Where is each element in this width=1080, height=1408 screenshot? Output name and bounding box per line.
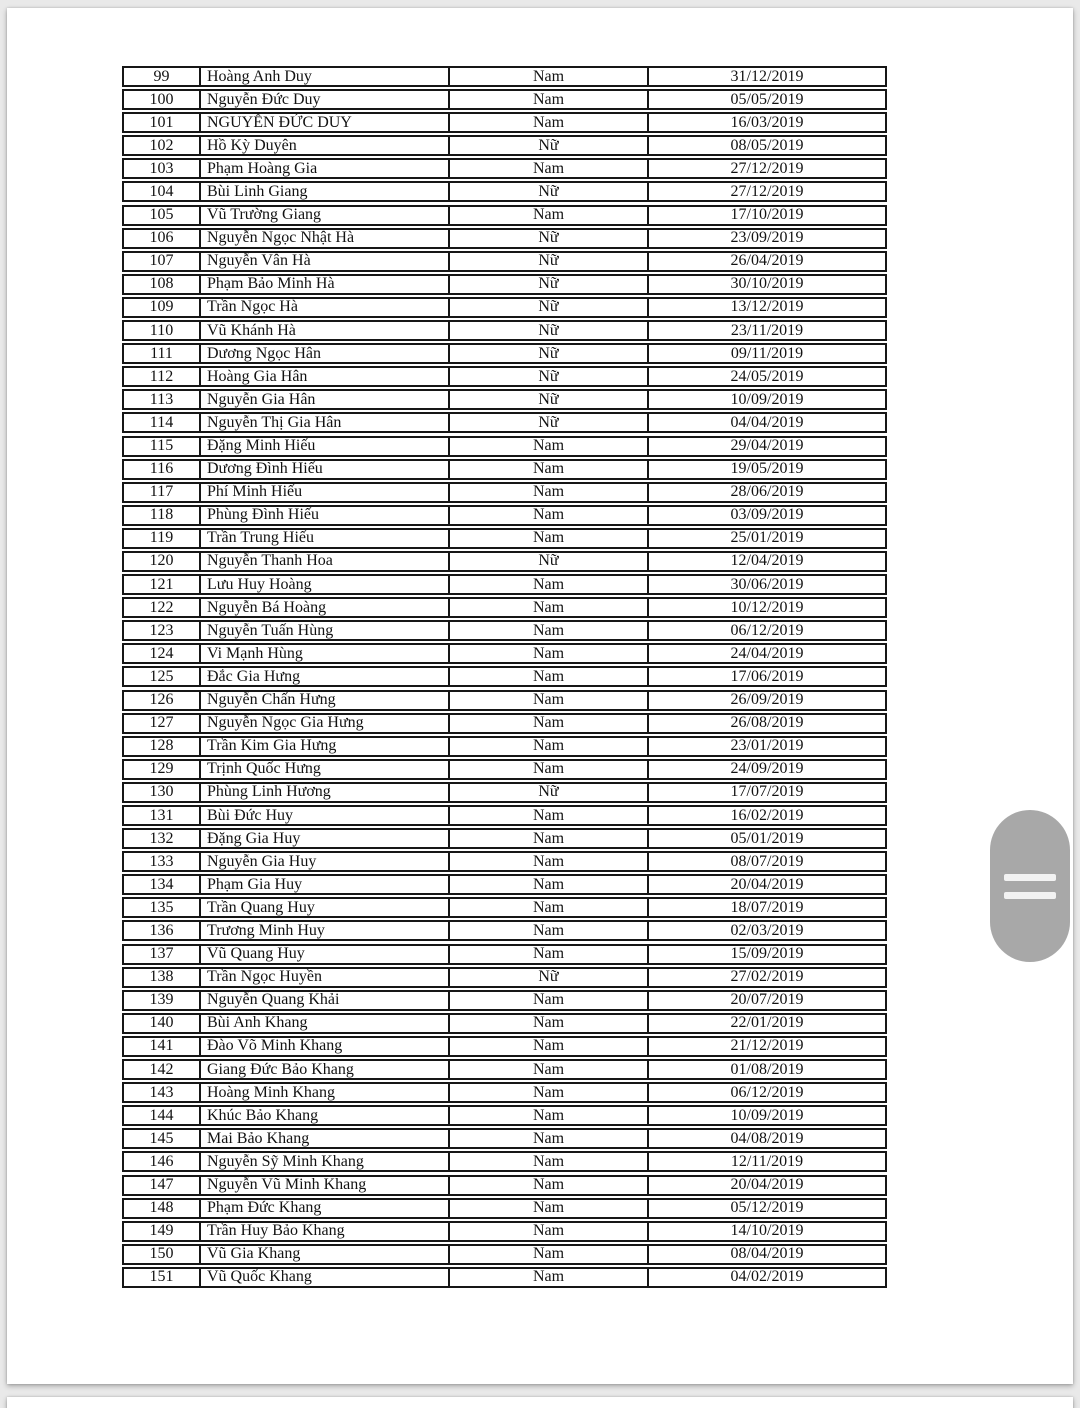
gender: Nam	[450, 530, 649, 547]
table-row	[122, 528, 887, 549]
student-name: Nguyễn Sỹ Minh Khang	[201, 1153, 450, 1170]
gender: Nam	[450, 1246, 649, 1263]
student-name: Nguyễn Vân Hà	[201, 253, 450, 270]
row-index: 104	[124, 183, 201, 200]
birth-date: 17/06/2019	[730, 668, 804, 685]
gender: Nam	[450, 738, 649, 755]
row-index: 132	[124, 830, 201, 847]
birth-date: 04/04/2019	[730, 414, 804, 431]
student-name: Vũ Gia Khang	[201, 1246, 450, 1263]
row-index: 123	[124, 622, 201, 639]
row-index: 131	[124, 807, 201, 824]
table-row	[122, 135, 887, 156]
birth-date: 08/05/2019	[730, 137, 804, 154]
gender: Nam	[450, 715, 649, 732]
gender: Nam	[450, 599, 649, 616]
row-index: 117	[124, 484, 201, 501]
student-name: Phạm Đức Khang	[201, 1200, 450, 1217]
table-row	[122, 228, 887, 249]
row-index: 116	[124, 461, 201, 478]
row-index: 129	[124, 761, 201, 778]
birth-date: 31/12/2019	[730, 68, 804, 85]
table-row	[122, 112, 887, 133]
fast-scroll-handle[interactable]	[990, 810, 1070, 962]
student-name: Giang Đức Bảo Khang	[201, 1061, 450, 1078]
row-index: 140	[124, 1015, 201, 1032]
student-name: Vũ Khánh Hà	[201, 322, 450, 339]
row-index: 128	[124, 738, 201, 755]
row-index: 99	[124, 68, 201, 85]
student-name: Vũ Quốc Khang	[201, 1269, 450, 1286]
birth-date: 06/12/2019	[730, 622, 804, 639]
birth-date: 04/08/2019	[730, 1130, 804, 1147]
birth-date: 23/09/2019	[730, 229, 804, 247]
table-row	[122, 436, 887, 457]
row-index: 149	[124, 1223, 201, 1240]
birth-date: 10/12/2019	[730, 599, 804, 616]
table-row	[122, 389, 887, 410]
table-row	[122, 828, 887, 849]
birth-date: 23/11/2019	[730, 322, 804, 339]
student-name: Trần Quang Huy	[201, 899, 450, 916]
row-index: 109	[124, 299, 201, 316]
student-name: Trần Ngọc Hà	[201, 299, 450, 316]
birth-date: 24/05/2019	[730, 368, 804, 385]
student-name: Hoàng Anh Duy	[201, 68, 450, 85]
table-row	[122, 1221, 887, 1242]
row-index: 139	[124, 992, 201, 1009]
table-row	[122, 967, 887, 988]
row-index: 126	[124, 692, 201, 709]
table-row	[122, 897, 887, 918]
table-row	[122, 1128, 887, 1149]
birth-date: 28/06/2019	[730, 483, 804, 501]
row-index: 134	[124, 876, 201, 893]
student-name: Nguyễn Gia Hân	[201, 391, 450, 408]
table-row	[122, 690, 887, 711]
gender: Nam	[450, 207, 649, 224]
birth-date: 13/12/2019	[730, 298, 804, 316]
gender: Nữ	[450, 253, 649, 270]
gender: Nam	[450, 899, 649, 916]
gender: Nam	[450, 853, 649, 870]
birth-date: 04/02/2019	[730, 1268, 804, 1286]
birth-date: 20/04/2019	[730, 876, 804, 893]
student-name: Bùi Anh Khang	[201, 1015, 450, 1032]
birth-date: 16/02/2019	[730, 807, 804, 824]
birth-date: 20/07/2019	[730, 991, 804, 1009]
birth-date: 06/12/2019	[730, 1084, 804, 1101]
table-row	[122, 181, 887, 202]
row-index: 148	[124, 1200, 201, 1217]
table-row	[122, 343, 887, 364]
gender: Nam	[450, 692, 649, 709]
student-name: Hồ Kỳ Duyên	[201, 137, 450, 154]
gender: Nam	[450, 992, 649, 1009]
table-row	[122, 643, 887, 664]
birth-date: 08/07/2019	[730, 853, 804, 870]
row-index: 145	[124, 1130, 201, 1147]
student-name: Trần Kim Gia Hưng	[201, 738, 450, 755]
birth-date: 29/04/2019	[730, 437, 804, 454]
table-row	[122, 782, 887, 803]
gender: Nam	[450, 1153, 649, 1170]
table-row	[122, 851, 887, 872]
row-index: 105	[124, 207, 201, 224]
table-row	[122, 1267, 887, 1288]
student-name: Đặng Gia Huy	[201, 830, 450, 847]
student-name: Vũ Trường Giang	[201, 207, 450, 224]
row-index: 108	[124, 276, 201, 293]
gender: Nam	[450, 946, 649, 963]
row-index: 112	[124, 368, 201, 385]
row-index: 110	[124, 322, 201, 339]
student-name: Dương Đình Hiếu	[201, 461, 450, 478]
student-name: Nguyễn Đức Duy	[201, 91, 450, 108]
row-index: 114	[124, 414, 201, 431]
student-name: Đặng Minh Hiếu	[201, 438, 450, 455]
birth-date: 05/12/2019	[730, 1199, 804, 1217]
birth-date: 15/09/2019	[730, 945, 804, 963]
gender: Nữ	[450, 276, 649, 293]
row-index: 103	[124, 160, 201, 177]
table-row	[122, 1175, 887, 1196]
table-row	[122, 1082, 887, 1103]
gender: Nam	[450, 68, 649, 85]
birth-date: 21/12/2019	[730, 1037, 804, 1055]
table-row	[122, 1151, 887, 1172]
birth-date: 27/02/2019	[730, 968, 804, 986]
gender: Nam	[450, 1061, 649, 1078]
table-row	[122, 297, 887, 318]
student-name: Nguyễn Thanh Hoa	[201, 553, 450, 570]
gender: Nam	[450, 1084, 649, 1101]
birth-date: 03/09/2019	[730, 506, 804, 524]
row-index: 122	[124, 599, 201, 616]
row-index: 106	[124, 230, 201, 247]
table-row	[122, 366, 887, 387]
student-name: Hoàng Minh Khang	[201, 1084, 450, 1101]
row-index: 146	[124, 1153, 201, 1170]
student-name: Phùng Đình Hiếu	[201, 507, 450, 524]
student-name: Khúc Bảo Khang	[201, 1107, 450, 1124]
student-name: Phùng Linh Hương	[201, 784, 450, 801]
row-index: 101	[124, 114, 201, 131]
table-row	[122, 874, 887, 895]
birth-date: 26/08/2019	[730, 714, 804, 732]
student-name: Đào Võ Minh Khang	[201, 1038, 450, 1055]
birth-date: 09/11/2019	[730, 345, 804, 362]
student-name: Bùi Đức Huy	[201, 807, 450, 824]
gender: Nam	[450, 438, 649, 455]
row-index: 141	[124, 1038, 201, 1055]
birth-date: 10/09/2019	[730, 391, 804, 408]
row-index: 133	[124, 853, 201, 870]
student-name: Vi Mạnh Hùng	[201, 645, 450, 662]
birth-date: 30/06/2019	[730, 576, 804, 593]
row-index: 125	[124, 668, 201, 685]
row-index: 118	[124, 507, 201, 524]
gender: Nam	[450, 484, 649, 501]
student-name: Vũ Quang Huy	[201, 946, 450, 963]
gender: Nữ	[450, 969, 649, 986]
table-row	[122, 251, 887, 272]
row-index: 115	[124, 438, 201, 455]
table-row	[122, 1059, 887, 1080]
birth-date: 26/09/2019	[730, 691, 804, 709]
gender: Nam	[450, 922, 649, 939]
table-row	[122, 505, 887, 526]
row-index: 120	[124, 553, 201, 570]
table-row	[122, 990, 887, 1011]
drag-handle-icon	[1004, 874, 1056, 881]
table-row	[122, 666, 887, 687]
gender: Nam	[450, 1200, 649, 1217]
gender: Nữ	[450, 299, 649, 316]
student-name: Trần Huy Bảo Khang	[201, 1223, 450, 1240]
gender: Nam	[450, 461, 649, 478]
birth-date: 05/05/2019	[730, 91, 804, 108]
row-index: 135	[124, 899, 201, 916]
row-index: 143	[124, 1084, 201, 1101]
student-name: Phạm Gia Huy	[201, 876, 450, 893]
gender: Nam	[450, 761, 649, 778]
table-row	[122, 620, 887, 641]
birth-date: 05/01/2019	[730, 830, 804, 847]
row-index: 127	[124, 715, 201, 732]
row-index: 130	[124, 784, 201, 801]
table-row	[122, 89, 887, 110]
student-name: Nguyễn Bá Hoàng	[201, 599, 450, 616]
gender: Nữ	[450, 230, 649, 247]
student-name: Nguyễn Ngọc Nhật Hà	[201, 230, 450, 247]
student-name: NGUYỄN ĐỨC DUY	[201, 114, 450, 131]
gender: Nam	[450, 1107, 649, 1124]
row-index: 151	[124, 1269, 201, 1286]
table-row	[122, 759, 887, 780]
gender: Nam	[450, 622, 649, 639]
birth-date: 12/04/2019	[730, 552, 804, 570]
row-index: 113	[124, 391, 201, 408]
birth-date: 16/03/2019	[730, 114, 804, 131]
gender: Nam	[450, 1015, 649, 1032]
table-row	[122, 1198, 887, 1219]
birth-date: 24/09/2019	[730, 760, 804, 778]
row-index: 121	[124, 576, 201, 593]
gender: Nam	[450, 1223, 649, 1240]
table-row	[122, 736, 887, 757]
birth-date: 17/10/2019	[730, 206, 804, 224]
gender: Nữ	[450, 183, 649, 200]
birth-date: 27/12/2019	[730, 183, 804, 200]
student-name: Nguyễn Gia Huy	[201, 853, 450, 870]
table-row	[122, 713, 887, 734]
student-name: Phí Minh Hiếu	[201, 484, 450, 501]
gender: Nam	[450, 114, 649, 131]
gender: Nam	[450, 807, 649, 824]
row-index: 147	[124, 1177, 201, 1194]
student-name: Lưu Huy Hoàng	[201, 576, 450, 593]
table-row	[122, 412, 887, 433]
birth-date: 12/11/2019	[730, 1153, 804, 1170]
gender: Nam	[450, 507, 649, 524]
table-row	[122, 574, 887, 595]
row-index: 142	[124, 1061, 201, 1078]
table-row	[122, 1244, 887, 1265]
student-name: Nguyễn Ngọc Gia Hưng	[201, 715, 450, 732]
birth-date: 25/01/2019	[730, 529, 804, 547]
row-index: 137	[124, 946, 201, 963]
table-row	[122, 205, 887, 226]
birth-date: 17/07/2019	[730, 783, 804, 801]
student-name: Hoàng Gia Hân	[201, 368, 450, 385]
student-name: Nguyễn Vũ Minh Khang	[201, 1177, 450, 1194]
student-name: Phạm Hoàng Gia	[201, 160, 450, 177]
gender: Nữ	[450, 368, 649, 385]
table-row	[122, 482, 887, 503]
gender: Nữ	[450, 414, 649, 431]
table-row	[122, 597, 887, 618]
student-name: Trần Ngọc Huyền	[201, 969, 450, 986]
birth-date: 22/01/2019	[730, 1014, 804, 1032]
birth-date: 23/01/2019	[730, 737, 804, 755]
student-name: Nguyễn Chấn Hưng	[201, 692, 450, 709]
birth-date: 24/04/2019	[730, 645, 804, 662]
gender: Nữ	[450, 784, 649, 801]
row-index: 144	[124, 1107, 201, 1124]
gender: Nam	[450, 1269, 649, 1286]
table-row	[122, 1013, 887, 1034]
gender: Nam	[450, 1038, 649, 1055]
student-name: Nguyễn Tuấn Hùng	[201, 622, 450, 639]
row-index: 100	[124, 91, 201, 108]
row-index: 136	[124, 922, 201, 939]
next-document-page	[7, 1397, 1073, 1408]
table-row	[122, 920, 887, 941]
birth-date: 26/04/2019	[730, 252, 804, 270]
gender: Nam	[450, 576, 649, 593]
table-row	[122, 320, 887, 341]
birth-date: 20/04/2019	[730, 1176, 804, 1193]
student-name: Trần Trung Hiếu	[201, 530, 450, 547]
birth-date: 01/08/2019	[730, 1061, 804, 1078]
table-row	[122, 805, 887, 826]
row-index: 138	[124, 969, 201, 986]
table-row	[122, 66, 887, 87]
gender: Nam	[450, 876, 649, 893]
student-name: Nguyễn Quang Khải	[201, 992, 450, 1009]
gender: Nữ	[450, 137, 649, 154]
table-row	[122, 459, 887, 480]
student-name: Trương Minh Huy	[201, 922, 450, 939]
row-index: 111	[124, 345, 201, 362]
birth-date: 14/10/2019	[730, 1222, 804, 1240]
gender: Nam	[450, 668, 649, 685]
gender: Nữ	[450, 345, 649, 362]
row-index: 124	[124, 645, 201, 662]
row-index: 102	[124, 137, 201, 154]
gender: Nữ	[450, 322, 649, 339]
gender: Nam	[450, 645, 649, 662]
student-name: Bùi Linh Giang	[201, 183, 450, 200]
gender: Nam	[450, 1177, 649, 1194]
table-row	[122, 1105, 887, 1126]
gender: Nữ	[450, 391, 649, 408]
gender: Nữ	[450, 553, 649, 570]
drag-handle-icon	[1004, 892, 1056, 899]
birth-date: 02/03/2019	[730, 922, 804, 939]
student-name: Dương Ngọc Hân	[201, 345, 450, 362]
gender: Nam	[450, 830, 649, 847]
table-row	[122, 944, 887, 965]
gender: Nam	[450, 1130, 649, 1147]
table-row	[122, 158, 887, 179]
birth-date: 27/12/2019	[730, 160, 804, 177]
student-table	[122, 66, 887, 1288]
row-index: 119	[124, 530, 201, 547]
table-row	[122, 1036, 887, 1057]
birth-date: 30/10/2019	[730, 275, 804, 293]
student-name: Trịnh Quốc Hưng	[201, 761, 450, 778]
student-name: Phạm Bảo Minh Hà	[201, 276, 450, 293]
birth-date: 19/05/2019	[730, 460, 804, 478]
birth-date: 10/09/2019	[730, 1107, 804, 1124]
gender: Nam	[450, 91, 649, 108]
table-row	[122, 274, 887, 295]
birth-date: 18/07/2019	[730, 899, 804, 916]
birth-date: 08/04/2019	[730, 1245, 804, 1263]
table-row	[122, 551, 887, 572]
row-index: 107	[124, 253, 201, 270]
gender: Nam	[450, 160, 649, 177]
student-name: Đắc Gia Hưng	[201, 668, 450, 685]
row-index: 150	[124, 1246, 201, 1263]
student-name: Mai Bảo Khang	[201, 1130, 450, 1147]
student-name: Nguyễn Thị Gia Hân	[201, 414, 450, 431]
